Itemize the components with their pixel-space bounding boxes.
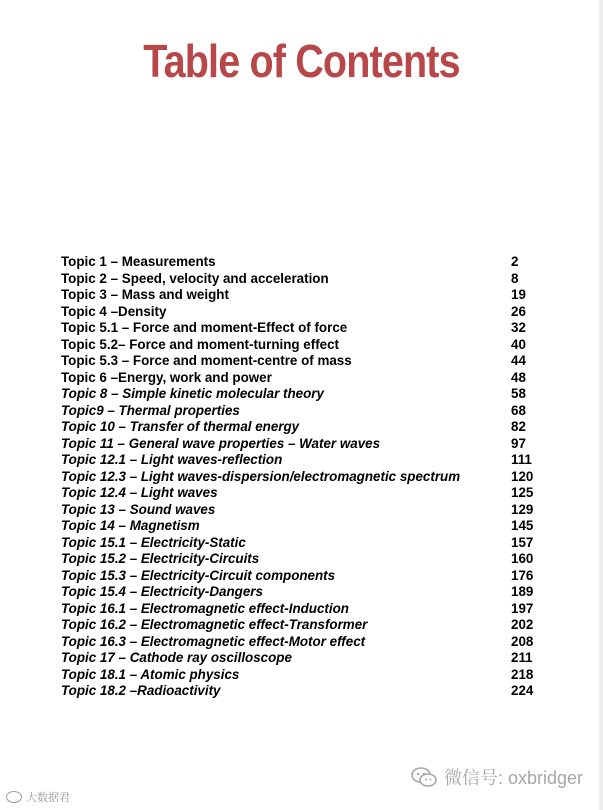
wechat-watermark [410, 764, 583, 790]
toc-page-number: 157 [511, 534, 534, 550]
toc-page-number: 32 [511, 320, 526, 335]
toc-page-number: 19 [511, 287, 526, 302]
toc-entry [61, 485, 541, 502]
toc-topic: Topic 2 – Speed, velocity and acceleration [61, 270, 329, 286]
toc-page-number: 211 [511, 650, 533, 665]
toc-topic: Topic 12.4 – Light waves [61, 485, 218, 500]
toc-topic: Topic 15.3 – Electricity-Circuit components [61, 567, 336, 583]
toc-topic: Topic 16.2 – Electromagnetic effect-Transformer [61, 617, 368, 632]
toc-entry [61, 370, 541, 387]
toc-entry [61, 469, 541, 486]
toc-entry [61, 337, 541, 354]
toc-topic: Topic 18.1 – Atomic physics [61, 666, 240, 682]
toc-topic: Topic 13 – Sound waves [61, 501, 216, 517]
toc-topic: Topic 1 – Measurements [61, 254, 216, 269]
toc-topic: Topic 17 – Cathode ray oscilloscope [61, 650, 292, 665]
toc-entry [61, 403, 541, 420]
toc-page-number: 224 [511, 683, 534, 698]
toc-topic: Topic 10 – Transfer of thermal energy [61, 419, 300, 434]
weibo-watermark [6, 789, 70, 805]
toc-page-number: 48 [511, 369, 526, 385]
toc-topic: Topic 5.3 – Force and moment-centre of mass [61, 353, 352, 368]
toc-page-number: 145 [511, 518, 534, 533]
toc-page-number: 111 [511, 452, 532, 467]
wechat-watermark-text: 微信号: oxbridger [443, 768, 583, 788]
toc-page-number: 68 [511, 402, 526, 418]
toc-entry [61, 502, 541, 519]
toc-page-number: 125 [511, 485, 534, 500]
toc-entry [61, 650, 541, 667]
toc-page-number: 8 [511, 270, 519, 286]
toc-entry [61, 452, 541, 469]
toc-page-number: 218 [511, 666, 534, 682]
toc-page-number: 129 [511, 501, 534, 517]
toc-entry [61, 304, 541, 321]
toc-entry [61, 683, 541, 700]
page-title: Table of Contents [143, 35, 460, 87]
toc-topic: Topic9 – Thermal properties [61, 402, 240, 418]
toc-entry [61, 634, 541, 651]
toc-entry [61, 584, 541, 601]
toc-entry [61, 271, 541, 288]
toc-page-number: 58 [511, 386, 526, 401]
page-edge [599, 0, 603, 810]
toc-topic: Topic 15.1 – Electricity-Static [61, 534, 246, 550]
toc-page-number: 176 [511, 567, 534, 583]
toc-topic: Topic 5.1 – Force and moment-Effect of force [61, 320, 348, 335]
weibo-icon [6, 791, 22, 803]
toc-entry [61, 386, 541, 403]
toc-topic: Topic 18.2 –Radioactivity [61, 683, 221, 698]
toc-entry [61, 419, 541, 436]
toc-topic: Topic 16.3 – Electromagnetic effect-Motor effect [61, 633, 366, 649]
toc-topic: Topic 12.1 – Light waves-reflection [61, 452, 283, 467]
toc-page-number: 82 [511, 419, 526, 434]
toc-topic: Topic 6 –Energy, work and power [61, 369, 272, 385]
toc-page-number: 202 [511, 617, 534, 632]
toc-page-number: 120 [511, 468, 534, 484]
toc-entry [61, 436, 541, 453]
wechat-icon [410, 766, 438, 788]
toc-topic: Topic 16.1 – Electromagnetic effect-Induction [61, 600, 349, 616]
toc-entry [61, 551, 541, 568]
toc-page-number: 197 [511, 600, 534, 616]
toc-page-number: 189 [511, 584, 534, 599]
toc-page-number: 97 [511, 435, 526, 451]
toc-entry [61, 667, 541, 684]
toc-topic: Topic 4 –Density [61, 303, 167, 319]
toc-topic: Topic 5.2– Force and moment-turning effect [61, 336, 340, 352]
toc-topic: Topic 15.2 – Electricity-Circuits [61, 551, 260, 566]
toc-entry [61, 353, 541, 370]
toc-entry [61, 320, 541, 337]
toc-entry [61, 601, 541, 618]
toc-page-number: 160 [511, 551, 534, 566]
toc-entry [61, 287, 541, 304]
toc-entry [61, 254, 541, 271]
toc-entry [61, 518, 541, 535]
toc-topic: Topic 14 – Magnetism [61, 518, 200, 533]
toc-page-number: 44 [511, 353, 526, 368]
toc-page-number: 26 [511, 303, 526, 319]
toc-entry [61, 617, 541, 634]
toc-page-number: 2 [511, 254, 519, 269]
toc-page-number: 40 [511, 336, 526, 352]
toc-topic: Topic 3 – Mass and weight [61, 287, 229, 302]
toc-entry [61, 568, 541, 585]
toc-topic: Topic 8 – Simple kinetic molecular theory [61, 386, 324, 401]
toc-topic: Topic 11 – General wave properties – Water waves [61, 435, 381, 451]
table-of-contents [61, 254, 541, 700]
toc-topic: Topic 15.4 – Electricity-Dangers [61, 584, 263, 599]
toc-page-number: 208 [511, 633, 534, 649]
toc-topic: Topic 12.3 – Light waves-dispersion/electromagnetic spectrum [61, 468, 461, 484]
weibo-watermark-text: 大数据君 [26, 792, 70, 804]
toc-entry [61, 535, 541, 552]
